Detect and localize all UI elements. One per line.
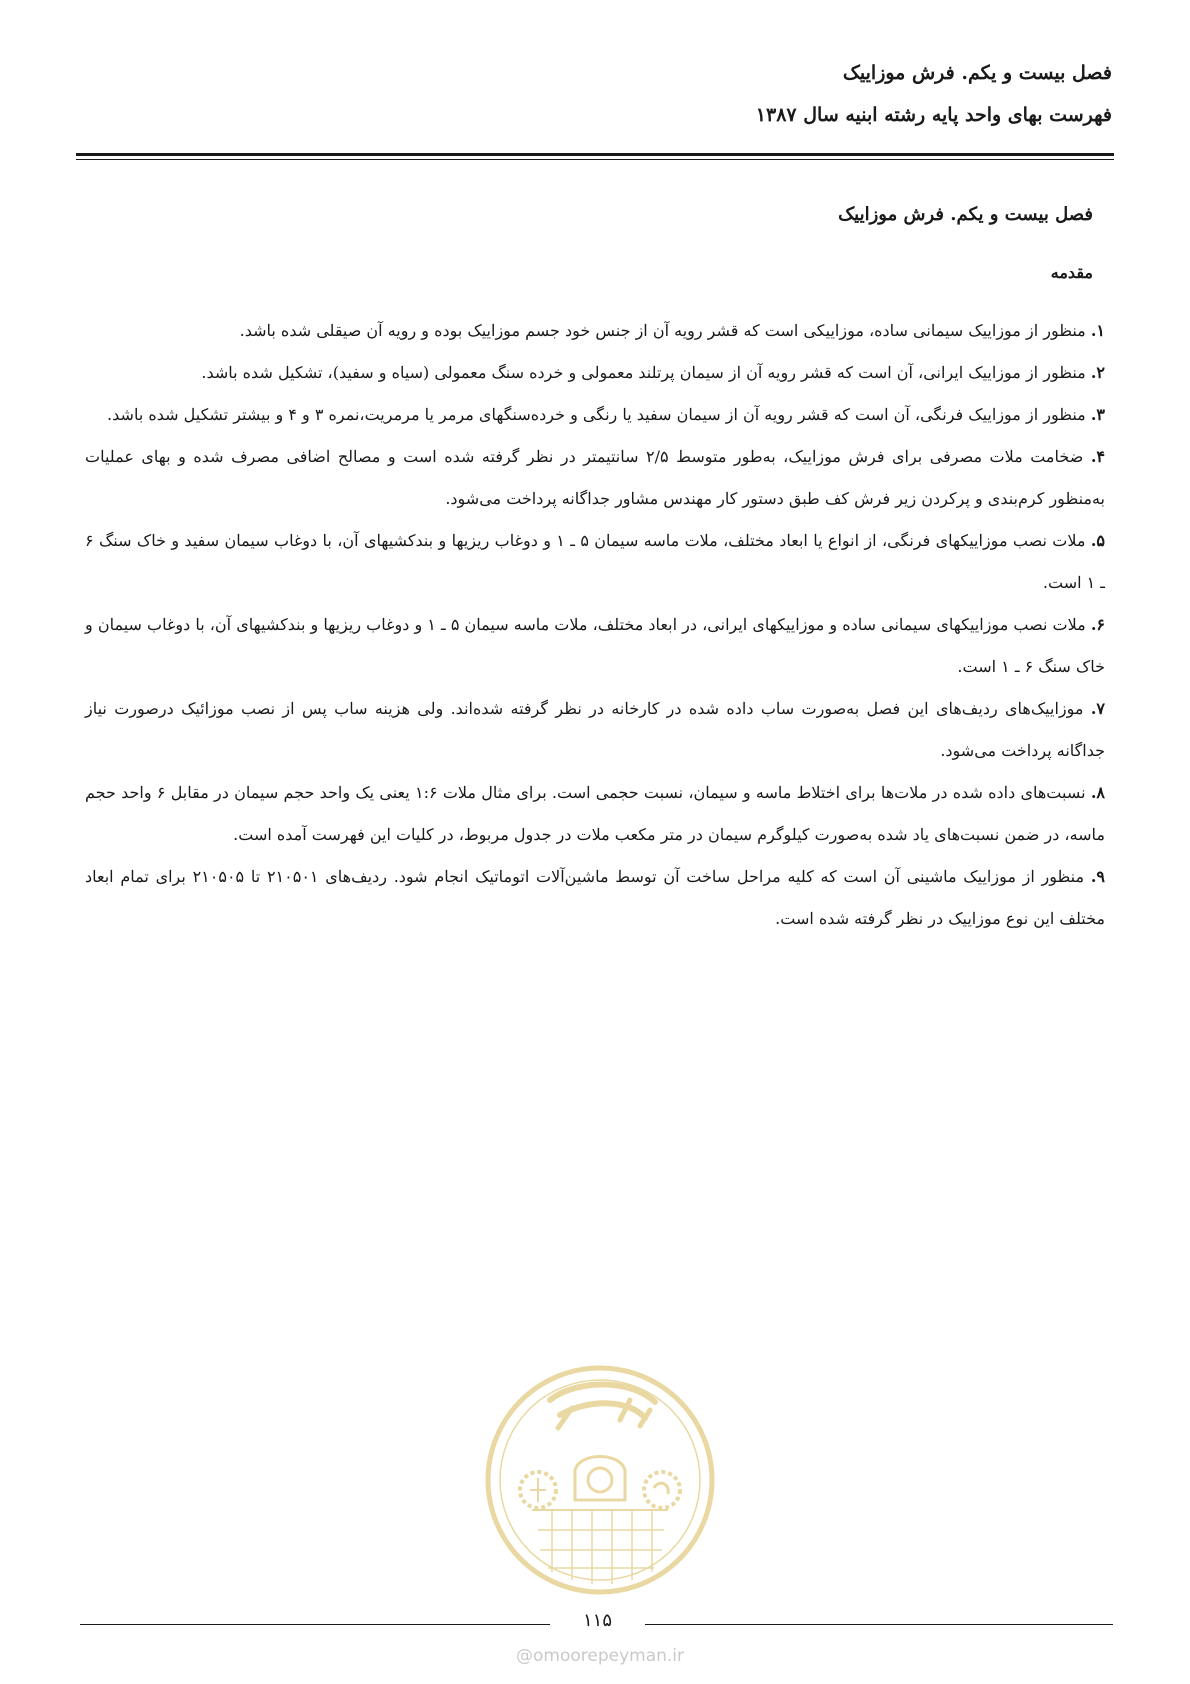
header-chapter-title: فصل بیست و یکم. فرش موزاییک xyxy=(842,62,1112,84)
page-content xyxy=(85,200,1105,940)
header-list-title: فهرست بهای واحد پایه رشته ابنیه سال ۱۳۸۷ xyxy=(755,104,1112,126)
paragraph-text: منظور از موزاییک ماشینی آن است که کلیه مراحل ساخت آن توسط ماشین‌آلات اتوماتیک انجام شود. ردیف‌های ۲۱۰۵۰۱ تا ۲۱۰۵۰۵ برای تمام ابعاد مختلف این نوع موزاییک در نظر گرفته شده است. xyxy=(85,867,1105,928)
paragraph-3 xyxy=(85,394,1105,436)
section-subtitle: مقدمه xyxy=(1050,263,1093,282)
paragraph-7 xyxy=(85,688,1105,772)
paragraph-text: ضخامت ملات مصرفی برای فرش موزاییک، به‌طور متوسط ۲/۵ سانتیمتر در نظر گرفته شده است و مصالح اضافی مصرف شده و بهای عملیات به‌منظور کرم‌بندی و پرکردن زیر فرش کف طبق دستور کار مهندس مشاور جداگانه پرداخت می‌شود. xyxy=(85,447,1105,508)
section-title: فصل بیست و یکم. فرش موزاییک xyxy=(838,204,1093,225)
paragraph-number: ۶. xyxy=(1090,615,1106,634)
paragraph-number: ۵. xyxy=(1090,531,1106,550)
header-rule-thick xyxy=(76,153,1114,156)
omoorepeyman-watermark-logo-icon xyxy=(480,1360,720,1600)
paragraph-6 xyxy=(85,604,1105,688)
page-number: ۱۱۵ xyxy=(582,1610,612,1631)
paragraph-number: ۲. xyxy=(1090,363,1105,382)
paragraph-number: ۸. xyxy=(1090,783,1106,802)
paragraph-number: ۳. xyxy=(1090,405,1105,424)
paragraph-text: موزاییک‌های ردیف‌های این فصل به‌صورت ساب داده شده در کارخانه در نظر گرفته شده‌اند. ولی هزینه ساب پس از نصب موزائیک درصورت نیاز جداگانه پرداخت می‌شود. xyxy=(85,699,1105,760)
paragraph-5 xyxy=(85,520,1105,604)
paragraph-number: ۹. xyxy=(1090,867,1105,886)
paragraph-text: منظور از موزاییک فرنگی، آن است که قشر رویه آن از سیمان سفید یا رنگی و خرده‌سنگهای مرمر یا مرمریت،نمره ۳ و ۴ و بیشتر تشکیل شده باشد. xyxy=(107,405,1086,424)
paragraph-number: ۱. xyxy=(1090,321,1105,340)
paragraph-2 xyxy=(85,352,1105,394)
footer-rule-right xyxy=(645,1624,1113,1625)
page-header xyxy=(72,56,1112,132)
paragraph-text: ملات نصب موزاییکهای فرنگی، از انواع یا ابعاد مختلف، ملات ماسه سیمان ۵ ـ ۱ و دوغاب ریزیها و بندکشیهای آن، با دوغاب سیمان سفید و خاک سنگ ۶ ـ ۱ است. xyxy=(85,531,1105,592)
paragraph-text: منظور از موزاییک ایرانی، آن است که قشر رویه آن از سیمان پرتلند معمولی و خرده سنگ معمولی (سیاه و سفید)، تشکیل شده باشد. xyxy=(201,363,1086,382)
paragraph-number: ۴. xyxy=(1090,447,1105,466)
paragraph-text: ملات نصب موزاییکهای سیمانی ساده و موزاییکهای ایرانی، در ابعاد مختلف، ملات ماسه سیمان ۵ ـ ۱ و دوغاب ریزیها و بندکشیهای آن، با دوغاب سیمان و خاک سنگ ۶ ـ ۱ است. xyxy=(85,615,1105,676)
paragraph-text: منظور از موزاییک سیمانی ساده، موزاییکی است که قشر رویه آن از جنس خود جسم موزاییک بوده و رویه آن صیقلی شده باشد. xyxy=(239,321,1086,340)
paragraph-4 xyxy=(85,436,1105,520)
paragraph-text: نسبت‌های داده شده در ملات‌ها برای اختلاط ماسه و سیمان، نسبت حجمی است. برای مثال ملات ۱:۶ یعنی یک واحد حجم سیمان در مقابل ۶ واحد حجم ماسه، در ضمن نسبت‌های یاد شده به‌صورت کیلوگرم سیمان در متر مکعب ملات در جدول مربوط، در کلیات این فهرست آمده است. xyxy=(85,783,1105,844)
paragraph-9 xyxy=(85,856,1105,940)
paragraph-8 xyxy=(85,772,1105,856)
watermark-url: @omoorepeyman.ir xyxy=(515,1646,685,1666)
paragraph-1 xyxy=(85,310,1105,352)
header-rule-thin xyxy=(76,159,1114,160)
paragraph-number: ۷. xyxy=(1090,699,1106,718)
footer-rule-left xyxy=(80,1624,550,1625)
